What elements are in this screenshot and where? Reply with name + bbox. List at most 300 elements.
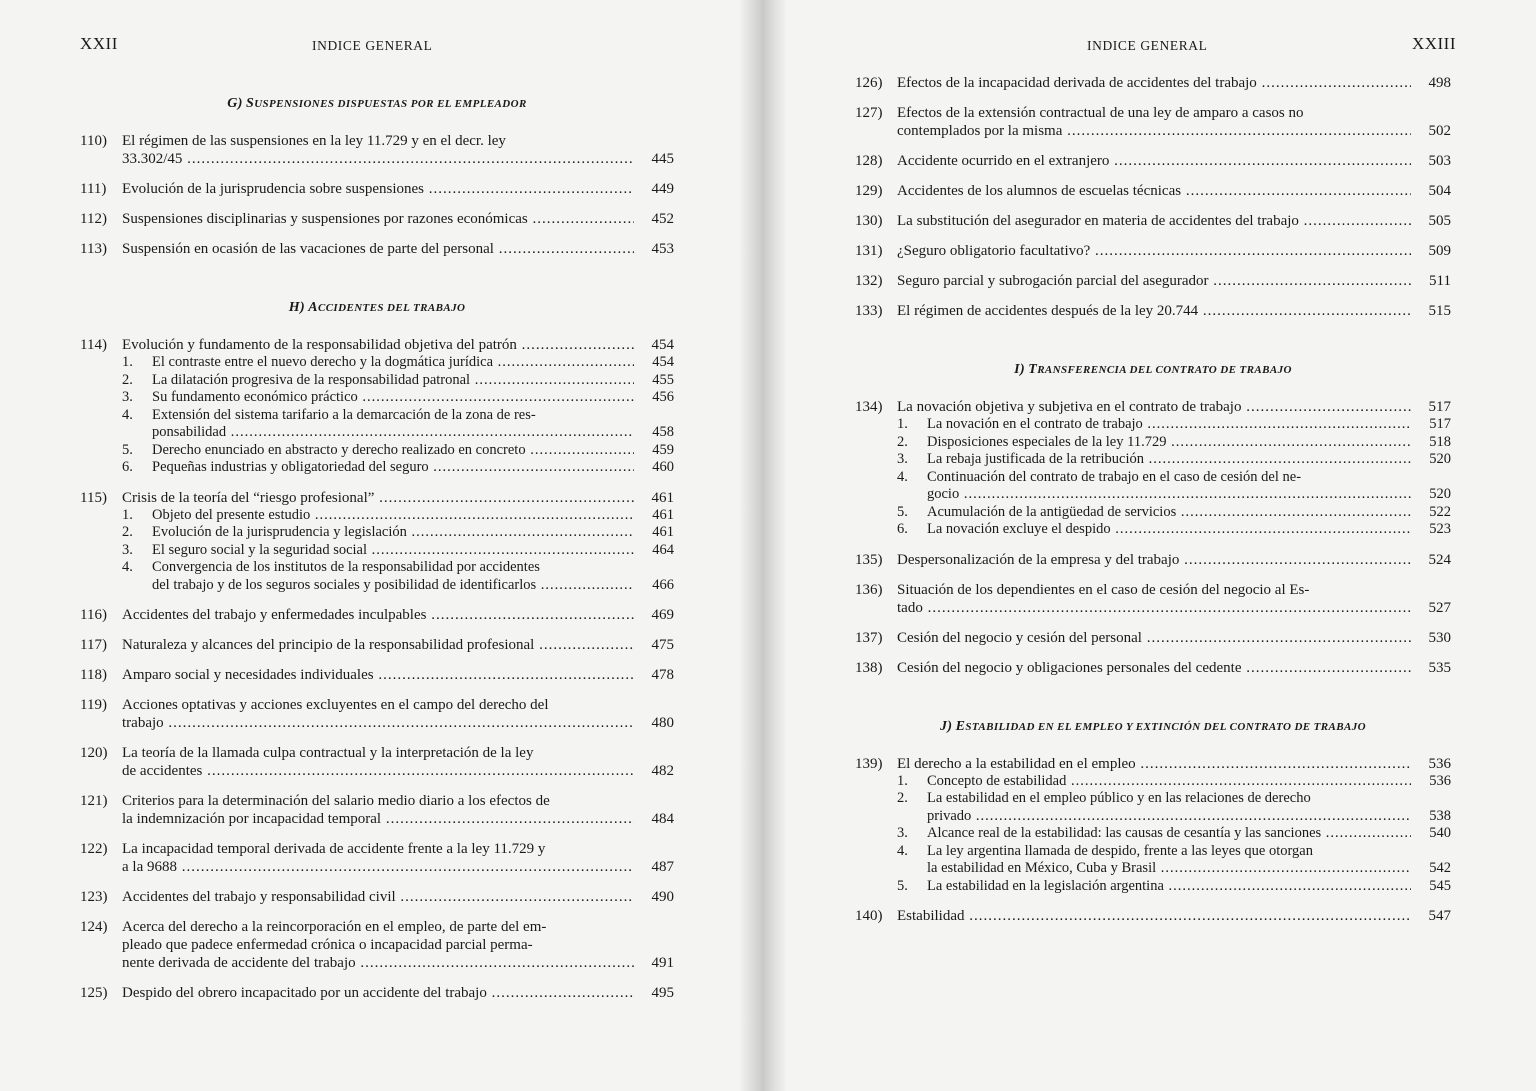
- entry-title: [122, 336, 634, 354]
- entry-title-text: a la 9688 .....: [122, 859, 634, 875]
- entry-title: [927, 773, 1411, 791]
- toc-item: [80, 888, 674, 906]
- section-gap: [80, 270, 674, 292]
- entry-title-line: [152, 424, 634, 442]
- entry-title-line: El régimen de las suspensiones en la ley 11.729 y en el decr. ley: [122, 133, 506, 149]
- page-ref: 480: [651, 715, 674, 731]
- entry-title-text: Cesión del negocio y obligaciones personales del cedente .....: [897, 660, 1411, 676]
- entry-title-line: Convergencia de los institutos de la responsabilidad por accidentes: [152, 559, 540, 575]
- entry-number: 132): [855, 273, 883, 289]
- entry-title-line: [927, 808, 1411, 826]
- entry-title: [122, 606, 634, 624]
- page-ref: 536: [1428, 755, 1451, 772]
- toc-subentry: [855, 790, 1451, 825]
- toc-entry: [855, 907, 1451, 925]
- page-ref: 478: [651, 667, 674, 683]
- entry-title: [897, 272, 1411, 290]
- entry-title-line: [122, 858, 634, 876]
- entry-title: [927, 878, 1411, 896]
- toc-item: [855, 659, 1451, 677]
- section-title-rest: USPENSIONES DISPUESTAS POR EL EMPLEADOR: [254, 98, 527, 110]
- entry-title: [152, 507, 634, 525]
- entry-title: [122, 210, 634, 228]
- entry-number: 121): [80, 793, 108, 809]
- entry-title-text: Evolución de la jurisprudencia y legislación .....: [152, 524, 634, 540]
- toc-entry: [80, 606, 674, 624]
- toc-item: [80, 210, 674, 228]
- page-ref: 453: [651, 241, 674, 257]
- entry-title-line: Continuación del contrato de trabajo en el caso de cesión del ne-: [927, 468, 1302, 485]
- toc-item: [855, 242, 1451, 260]
- entry-number: 1.: [122, 354, 133, 370]
- toc-item: [80, 489, 674, 595]
- entry-number: 3.: [897, 825, 908, 841]
- page-ref: 475: [651, 637, 674, 653]
- entry-title-text: gocio .....: [927, 486, 1411, 502]
- entry-title-text: tado .....: [897, 600, 1411, 616]
- toc-subentry: [80, 559, 674, 594]
- entry-title-text: La dilatación progresiva de la responsabilidad patronal .....: [152, 372, 634, 388]
- entry-title-text: Evolución y fundamento de la responsabilidad objetiva del patrón .....: [122, 337, 634, 353]
- entry-title-text: Suspensión en ocasión de las vacaciones de parte del personal .....: [122, 241, 634, 257]
- entry-title-line: [927, 860, 1411, 878]
- page-ref: 505: [1428, 213, 1451, 229]
- toc-item: [80, 666, 674, 684]
- toc-item: [80, 744, 674, 780]
- page-ref: 545: [1429, 877, 1451, 894]
- entry-title-line: La estabilidad en el empleo público y en las relaciones de derecho: [927, 790, 1311, 806]
- page-ref: 495: [651, 985, 674, 1001]
- entry-number: 115): [80, 489, 107, 506]
- page-ref: 459: [652, 441, 674, 458]
- page-ref: 482: [651, 763, 674, 779]
- page-ref: 547: [1428, 908, 1451, 924]
- entry-title: [897, 907, 1411, 925]
- entry-title: [897, 659, 1411, 677]
- toc-entry: [855, 182, 1451, 200]
- entry-title: [897, 551, 1411, 569]
- toc-entry: [855, 581, 1451, 617]
- entry-title-text: la indemnización por incapacidad temporal .....: [122, 811, 634, 827]
- page-ref: 520: [1429, 451, 1451, 467]
- toc-item: [855, 104, 1451, 140]
- entry-title-line: La ley argentina llamada de despido, frente a las leyes que otorgan: [927, 842, 1313, 859]
- page-ref: 445: [651, 151, 674, 167]
- toc-entry: [855, 242, 1451, 260]
- toc-entry: [80, 792, 674, 828]
- section-heading: [855, 719, 1451, 735]
- section-heading: [855, 362, 1451, 378]
- page-ref: 469: [651, 607, 674, 623]
- toc-entry: [80, 744, 674, 780]
- entry-title-text: La estabilidad en la legislación argentina .....: [927, 878, 1411, 894]
- entry-title-text: Alcance real de la estabilidad: las causas de cesantía y las sanciones .....: [927, 825, 1411, 841]
- toc-item: [855, 398, 1451, 539]
- section-letter: J): [940, 718, 953, 734]
- page-ref: 464: [652, 541, 674, 558]
- entry-title-text: Evolución de la jurisprudencia sobre suspensiones .....: [122, 181, 634, 197]
- entry-title-text: Concepto de estabilidad .....: [927, 773, 1411, 789]
- toc-subentry: [855, 825, 1451, 843]
- toc-item: [855, 182, 1451, 200]
- entry-title-text: La novación en el contrato de trabajo .....: [927, 416, 1411, 432]
- entry-title-text: Suspensiones disciplinarias y suspensiones por razones económicas .....: [122, 211, 634, 227]
- toc-entry: [80, 240, 674, 258]
- toc-entry: [855, 551, 1451, 569]
- toc-subentry: [855, 843, 1451, 878]
- right-page: [855, 0, 1456, 1091]
- left-page-header: [80, 34, 674, 62]
- entry-title: [927, 504, 1411, 522]
- page-ref: 449: [651, 181, 674, 197]
- entry-title: [152, 354, 634, 372]
- toc-item: [80, 792, 674, 828]
- section-initial: T: [1028, 362, 1038, 377]
- page-ref: 452: [651, 211, 674, 227]
- entry-title-text: La novación objetiva y subjetiva en el contrato de trabajo .....: [897, 399, 1411, 415]
- section-gap: [855, 689, 1451, 711]
- toc-entry: [855, 104, 1451, 140]
- entry-title-text: Su fundamento económico práctico .....: [152, 389, 634, 405]
- entry-number: 111): [80, 181, 107, 197]
- page-ref: 487: [651, 859, 674, 875]
- entry-number: 3.: [122, 541, 133, 558]
- toc-subentry: [855, 469, 1451, 504]
- page-ref: 461: [651, 489, 674, 506]
- entry-title-line: La teoría de la llamada culpa contractual y la interpretación de la ley: [122, 745, 534, 761]
- entry-number: 138): [855, 659, 883, 676]
- entry-number: 114): [80, 337, 107, 353]
- toc-item: [80, 918, 674, 972]
- entry-title-text: La novación excluye el despido .....: [927, 521, 1411, 537]
- entry-title-text: Accidentes de los alumnos de escuelas técnicas .....: [897, 183, 1411, 199]
- page-ref: 491: [651, 955, 674, 971]
- toc-item: [80, 984, 674, 1002]
- entry-number: 5.: [897, 877, 908, 894]
- left-page-body: [80, 88, 674, 1014]
- entry-title: [897, 152, 1411, 170]
- entry-title-text: Accidentes del trabajo y responsabilidad civil .....: [122, 889, 634, 905]
- page-ref: 454: [651, 337, 674, 353]
- toc-subentry: [855, 504, 1451, 522]
- entry-title: [927, 825, 1411, 843]
- entry-title-text: Acumulación de la antigüedad de servicios .....: [927, 504, 1411, 520]
- page-ref: 484: [651, 811, 674, 827]
- entry-number: 112): [80, 211, 107, 227]
- entry-number: 5.: [122, 441, 133, 458]
- entry-title: [152, 372, 634, 390]
- entry-title: [897, 74, 1411, 92]
- entry-title-line: [122, 954, 634, 972]
- entry-number: 119): [80, 697, 107, 713]
- entry-title-line: Criterios para la determinación del salario medio diario a los efectos de: [122, 793, 550, 809]
- page-ref: 461: [652, 506, 674, 523]
- entry-number: 6.: [897, 521, 908, 537]
- toc-entry: [80, 984, 674, 1002]
- entry-title-line: Extensión del sistema tarifario a la demarcación de la zona de res-: [152, 406, 536, 423]
- page-ref: 524: [1428, 551, 1451, 568]
- entry-title: [152, 389, 634, 407]
- toc-subentry: [80, 442, 674, 460]
- toc-item: [855, 581, 1451, 617]
- page-ref: 461: [652, 524, 674, 540]
- entry-number: 125): [80, 985, 108, 1001]
- entry-title: [897, 755, 1411, 773]
- entry-title-text: ponsabilidad .....: [152, 424, 634, 440]
- page-ref: 540: [1429, 825, 1451, 841]
- entry-title-text: La substitución del asegurador en materia de accidentes del trabajo .....: [897, 213, 1411, 229]
- entry-number: 122): [80, 841, 108, 857]
- page-ref: 515: [1428, 303, 1451, 319]
- toc-item: [855, 629, 1451, 647]
- entry-title-text: ¿Seguro obligatorio facultativo? .....: [897, 243, 1411, 259]
- toc-subentry: [80, 507, 674, 525]
- toc-item: [855, 302, 1451, 320]
- toc-item: [855, 272, 1451, 290]
- entry-number: 135): [855, 551, 883, 568]
- entry-title-line: Situación de los dependientes en el caso de cesión del negocio al Es-: [897, 581, 1310, 598]
- entry-title-line: [897, 599, 1411, 617]
- page-ref: 498: [1428, 75, 1451, 91]
- entry-title-line: Acciones optativas y acciones excluyentes en el campo del derecho del: [122, 697, 549, 713]
- entry-title: [927, 451, 1411, 469]
- entry-title-text: Despido del obrero incapacitado por un accidente del trabajo .....: [122, 985, 634, 1001]
- entry-number: 1.: [897, 416, 908, 432]
- entry-title: [897, 398, 1411, 416]
- toc-subentry: [855, 521, 1451, 539]
- entry-title-text: Seguro parcial y subrogación parcial del asegurador .....: [897, 273, 1411, 289]
- toc-item: [80, 636, 674, 654]
- page-ref: 535: [1428, 659, 1451, 676]
- toc-entry: [855, 629, 1451, 647]
- entry-number: 2.: [122, 371, 133, 388]
- entry-title-text: Pequeñas industrias y obligatoriedad del seguro .....: [152, 459, 634, 475]
- section-initial: A: [308, 300, 318, 315]
- toc-entry: [855, 755, 1451, 773]
- entry-title-text: privado .....: [927, 808, 1411, 824]
- toc-item: [80, 180, 674, 198]
- entry-title: [122, 240, 634, 258]
- entry-title: [122, 180, 634, 198]
- entry-title: [122, 984, 634, 1002]
- toc-entry: [855, 659, 1451, 677]
- entry-title-text: del trabajo y de los seguros sociales y posibilidad de identificarlos .....: [152, 577, 634, 593]
- section-heading: [80, 96, 674, 112]
- toc-item: [855, 755, 1451, 896]
- entry-number: 2.: [122, 524, 133, 540]
- entry-number: 128): [855, 153, 883, 169]
- entry-title: [152, 542, 634, 560]
- entry-title-line: [122, 810, 634, 828]
- entry-title-text: Disposiciones especiales de la ley 11.729 .....: [927, 434, 1411, 450]
- entry-number: 116): [80, 607, 107, 623]
- page-ref: 504: [1428, 183, 1451, 199]
- page-ref: 536: [1429, 772, 1451, 789]
- entry-title-line: [122, 714, 634, 732]
- page-number: XXII: [80, 34, 118, 53]
- entry-number: 120): [80, 745, 108, 761]
- page-ref: 542: [1429, 860, 1451, 876]
- entry-number: 129): [855, 183, 883, 199]
- entry-title-text: Objeto del presente estudio .....: [152, 507, 634, 523]
- toc-entry: [80, 489, 674, 507]
- toc-entry: [855, 152, 1451, 170]
- book-gutter: [740, 0, 786, 1091]
- entry-number: 137): [855, 629, 883, 646]
- entry-title: [927, 521, 1411, 539]
- entry-title-line: Acerca del derecho a la reincorporación en el empleo, de parte del em-: [122, 919, 547, 935]
- toc-subentry: [855, 451, 1451, 469]
- toc-entry: [80, 180, 674, 198]
- entry-title-text: de accidentes .....: [122, 763, 634, 779]
- running-header: INDICE GENERAL: [1087, 38, 1208, 53]
- running-header: INDICE GENERAL: [312, 38, 433, 53]
- section-letter: I): [1014, 362, 1026, 377]
- toc-item: [855, 74, 1451, 92]
- page-ref: 502: [1428, 123, 1451, 139]
- entry-number: 127): [855, 105, 883, 121]
- entry-number: 118): [80, 667, 107, 683]
- page-ref: 460: [652, 459, 674, 475]
- entry-title: [897, 182, 1411, 200]
- toc-subentry: [80, 354, 674, 372]
- entry-number: 2.: [897, 433, 908, 450]
- entry-title: [897, 302, 1411, 320]
- toc-item: [80, 240, 674, 258]
- section-heading: [80, 300, 674, 316]
- entry-title: [152, 524, 634, 542]
- entry-number: 124): [80, 919, 108, 935]
- entry-number: 139): [855, 755, 883, 772]
- entry-title: [152, 442, 634, 460]
- entry-title-text: contemplados por la misma .....: [897, 123, 1411, 139]
- entry-title-text: Amparo social y necesidades individuales .....: [122, 667, 634, 683]
- entry-number: 134): [855, 399, 883, 415]
- entry-number: 136): [855, 581, 883, 598]
- page-ref: 509: [1428, 243, 1451, 259]
- section-initial: E: [955, 718, 966, 734]
- entry-title: [897, 212, 1411, 230]
- entry-title-line: La incapacidad temporal derivada de accidente frente a la ley 11.729 y: [122, 841, 546, 857]
- toc-entry: [80, 696, 674, 732]
- entry-number: 5.: [897, 503, 908, 520]
- toc-item: [80, 840, 674, 876]
- page-ref: 456: [652, 389, 674, 405]
- entry-number: 3.: [897, 451, 908, 467]
- page-number: XXIII: [1411, 34, 1456, 53]
- entry-title-line: [122, 150, 634, 168]
- toc-item: [80, 606, 674, 624]
- entry-title-text: La rebaja justificada de la retribución .....: [927, 451, 1411, 467]
- entry-title: [927, 434, 1411, 452]
- entry-number: 4.: [122, 559, 133, 575]
- section-gap: [855, 332, 1451, 354]
- page-ref: 538: [1429, 807, 1451, 824]
- entry-title-text: Cesión del negocio y cesión del personal .....: [897, 630, 1411, 646]
- entry-title-text: El seguro social y la seguridad social .....: [152, 542, 634, 558]
- toc-subentry: [80, 524, 674, 542]
- entry-number: 126): [855, 75, 883, 91]
- page-ref: 511: [1429, 273, 1451, 289]
- entry-number: 4.: [897, 842, 908, 859]
- entry-number: 131): [855, 243, 883, 259]
- entry-title-line: [152, 577, 634, 595]
- toc-subentry: [80, 372, 674, 390]
- page-ref: 520: [1429, 486, 1451, 502]
- entry-number: 123): [80, 889, 108, 905]
- section-title-rest: RANSFERENCIA DEL CONTRATO DE TRABAJO: [1037, 364, 1292, 376]
- entry-title-text: trabajo .....: [122, 715, 634, 731]
- entry-title: [927, 416, 1411, 434]
- toc-entry: [80, 888, 674, 906]
- entry-title: [122, 666, 634, 684]
- toc-item: [855, 551, 1451, 569]
- entry-title-text: Efectos de la incapacidad derivada de accidentes del trabajo .....: [897, 75, 1411, 91]
- toc-subentry: [80, 459, 674, 477]
- toc-entry: [855, 398, 1451, 416]
- toc-item: [855, 152, 1451, 170]
- page-ref: 517: [1429, 416, 1451, 432]
- entry-title-line: Efectos de la extensión contractual de una ley de amparo a casos no: [897, 105, 1304, 121]
- toc-entry: [80, 666, 674, 684]
- left-page: [80, 0, 674, 1091]
- toc-item: [80, 132, 674, 168]
- section-letter: G): [227, 96, 243, 111]
- toc-entry: [855, 212, 1451, 230]
- toc-subentry: [80, 407, 674, 442]
- section-title-rest: CCIDENTES DEL TRABAJO: [317, 302, 466, 314]
- toc-subentry: [855, 416, 1451, 434]
- toc-entry: [80, 336, 674, 354]
- entry-title: [122, 888, 634, 906]
- entry-title-line: pleado que padece enfermedad crónica o incapacidad parcial perma-: [122, 937, 533, 953]
- toc-entry: [80, 210, 674, 228]
- entry-title-text: Crisis de la teoría del “riesgo profesional” .....: [122, 490, 634, 506]
- page-ref: 523: [1429, 521, 1451, 537]
- entry-title-text: Despersonalización de la empresa y del trabajo .....: [897, 552, 1411, 568]
- entry-title-line: [122, 762, 634, 780]
- page-ref: 522: [1429, 503, 1451, 520]
- entry-number: 3.: [122, 389, 133, 405]
- section-title-rest: STABILIDAD EN EL EMPLEO Y EXTINCIÓN DEL CONTRATO DE TRABAJO: [965, 720, 1366, 733]
- entry-title: [122, 489, 634, 507]
- section-initial: S: [246, 96, 255, 111]
- section-letter: H): [288, 300, 306, 315]
- entry-title: [897, 242, 1411, 260]
- page-ref: 455: [652, 371, 674, 388]
- page-ref: 527: [1428, 599, 1451, 616]
- entry-title-text: El derecho a la estabilidad en el empleo .....: [897, 756, 1411, 772]
- page-ref: 466: [652, 576, 674, 593]
- entry-title-line: [897, 122, 1411, 140]
- entry-title: [122, 636, 634, 654]
- toc-entry: [80, 840, 674, 876]
- entry-number: 4.: [897, 468, 908, 485]
- page-ref: 490: [651, 889, 674, 905]
- entry-title-text: Estabilidad .....: [897, 908, 1411, 924]
- toc-entry: [855, 74, 1451, 92]
- entry-title-text: la estabilidad en México, Cuba y Brasil .....: [927, 860, 1411, 876]
- toc-subentry: [80, 389, 674, 407]
- page-ref: 518: [1429, 433, 1451, 450]
- page-ref: 503: [1428, 153, 1451, 169]
- toc-subentry: [855, 878, 1451, 896]
- entry-number: 130): [855, 213, 883, 229]
- toc-entry: [80, 636, 674, 654]
- entry-title-text: Derecho enunciado en abstracto y derecho realizado en concreto .....: [152, 442, 634, 458]
- toc-subentry: [855, 773, 1451, 791]
- toc-subentry: [80, 542, 674, 560]
